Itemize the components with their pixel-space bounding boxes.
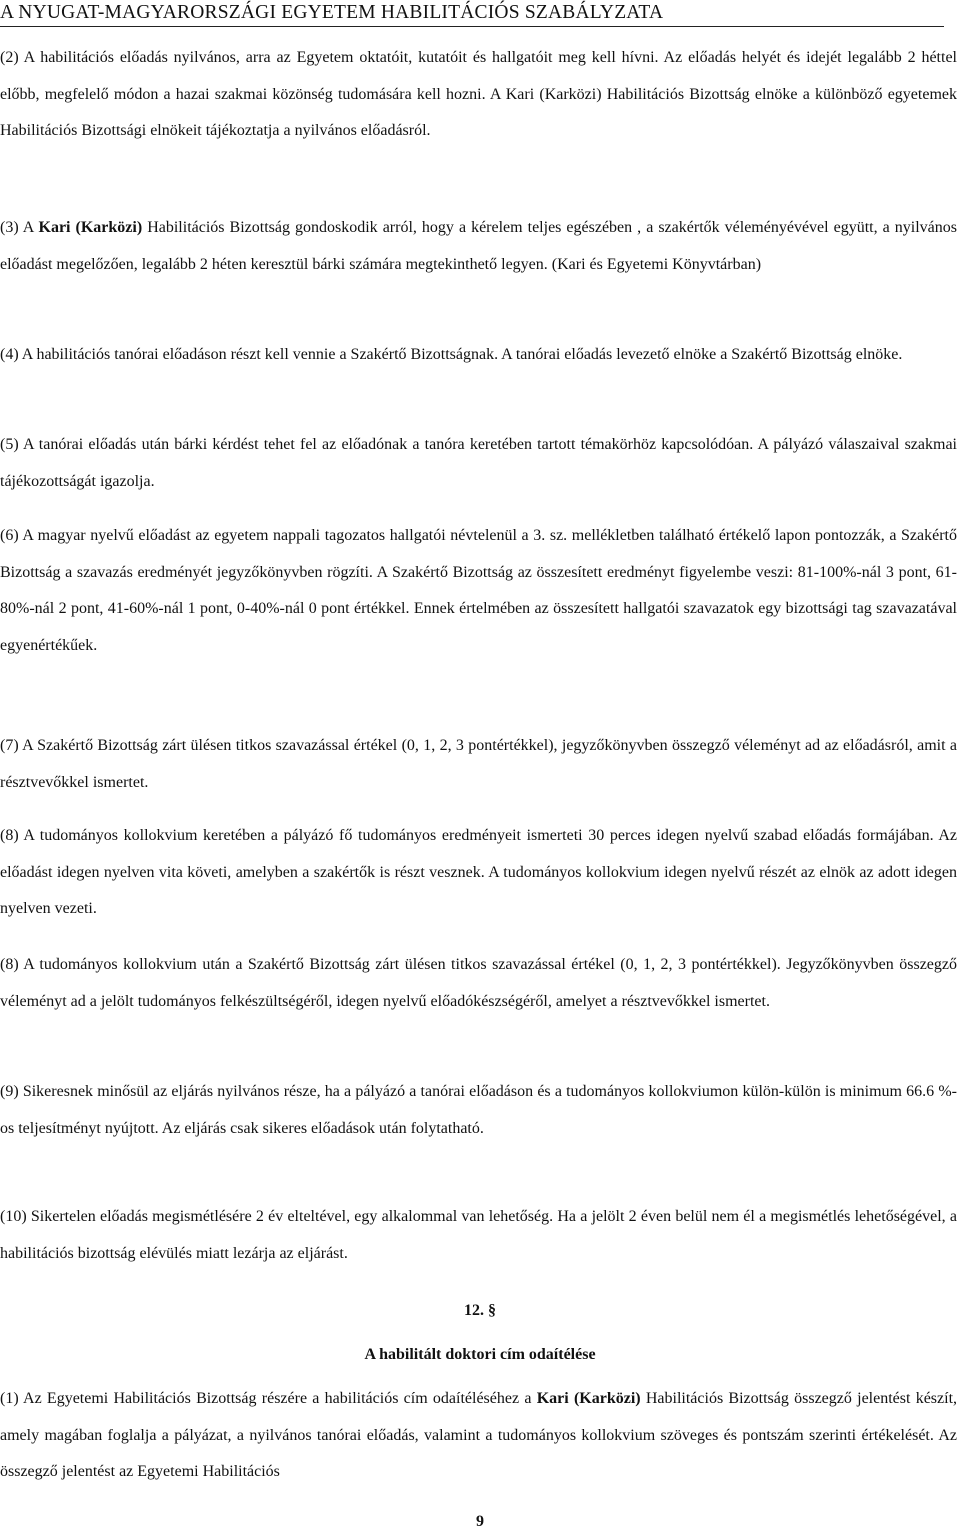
paragraph-3-bold: Kari (Karközi) — [38, 219, 143, 236]
paragraph-7-text: (7) A Szakértő Bizottság zárt ülésen titkos szavazással értékel (0, 1, 2, 3 pontértékkel), jegyzőkönyvben összegző véleményt ad az előadásról, amit a résztvevőkkel ismertet. — [0, 737, 957, 791]
paragraph-6 — [0, 518, 957, 664]
paragraph-8-ertekeles-text: (8) A tudományos kollokvium után a Szakértő Bizottság zárt ülésen titkos szavazással értékel (0, 1, 2, 3 pontértékkel). Jegyzőkönyvben összegző véleményt ad a jelölt tudományos felkészültségéről, idegen nyelvű előadókészségéről, amelyet a résztvevőkkel ismertet. — [0, 956, 957, 1010]
paragraph-7 — [0, 728, 957, 801]
paragraph-2-text: (2) A habilitációs előadás nyilvános, arra az Egyetem oktatóit, kutatóit és hallgatóit meg kell hívni. Az előadás helyét és idejét legalább 2 héttel előbb, megfelelő módon a hazai szakmai közönség tudomására kell hozni. A Kari (Karközi) Habilitációs Bizottság elnöke a különböző egyetemek Habilitációs Bizottsági elnökeit tájékoztatja a nyilvános előadásról. — [0, 49, 957, 139]
section-number: 12. § — [464, 1302, 496, 1319]
paragraph-5-text: (5) A tanórai előadás után bárki kérdést tehet fel az előadónak a tanóra keretében tartott témakörhöz kapcsolódóan. A pályázó válaszaival szakmai tájékozottságát igazolja. — [0, 436, 957, 490]
page-header: A NYUGAT-MAGYARORSZÁGI EGYETEM HABILITÁCIÓS SZABÁLYZATA — [0, 2, 944, 27]
paragraph-3-lead: (3) A — [0, 219, 39, 236]
paragraph-12-1-bold: Kari (Karközi) — [536, 1390, 641, 1407]
paragraph-12-1-lead: (1) Az Egyetemi Habilitációs Bizottság részére a habilitációs cím odaítéléséhez a — [0, 1390, 537, 1407]
paragraph-3-rest: Habilitációs Bizottság gondoskodik arról, hogy a kérelem teljes egészében , a szakértők véleményévével együtt, a nyilvános előadást megelőzően, legalább 2 héten keresztül bárki számára megtekinthető legyen. (Kari és Egyetemi Könyvtárban) — [0, 219, 957, 273]
paragraph-10-text: (10) Sikertelen előadás megismétlésére 2 év elteltével, egy alkalommal van lehetőség. Ha a jelölt 2 éven belül nem él a megismétlés lehetőségével, a habilitációs bizottság elévülés miatt lezárja az eljárást. — [0, 1208, 957, 1262]
paragraph-8-kollokvium — [0, 818, 957, 928]
paragraph-12-1-rest: Habilitációs Bizottság összegző jelentést készít, amely magában foglalja a pályázat, a nyilvános tanórai előadás, valamint a tudományos kollokvium szöveges és pontszám szerinti értékelését. Az összegző jelentést az Egyetemi Habilitációs — [0, 1390, 958, 1480]
paragraph-2 — [0, 40, 957, 150]
paragraph-10 — [0, 1199, 957, 1272]
paragraph-8-kollokvium-text: (8) A tudományos kollokvium keretében a pályázó fő tudományos eredményeit ismerteti 30 perces idegen nyelvű szabad előadás formájában. Az előadást idegen nyelven vita követi, amelyben a szakértők is részt vesznek. A tudományos kollokvium idegen nyelvű részét az elnök az adott idegen nyelven vezeti. — [0, 827, 957, 917]
page-number: 9 — [476, 1513, 484, 1530]
paragraph-8-ertekeles — [0, 947, 957, 1020]
paragraph-9 — [0, 1074, 957, 1147]
section-title: A habilitált doktori cím odaítélése — [364, 1346, 596, 1363]
paragraph-5 — [0, 427, 957, 500]
paragraph-12-1 — [0, 1381, 957, 1491]
paragraph-6-text: (6) A magyar nyelvű előadást az egyetem nappali tagozatos hallgatói névtelenül a 3. sz. mellékletben található értékelő lapon pontozzák, a Szakértő Bizottság a szavazás eredményét jegyzőkönyvben rögzíti. A Szakértő Bizottság az összesített eredményt figyelembe veszi: 81-100%-nál 3 pont, 61-80%-nál 2 pont, 41-60%-nál 1 pont, 0-40%-nál 0 pont értékkel. Ennek értelmében az összesített hallgatói szavazatok egy bizottsági tag szavazatával egyenértékűek. — [0, 527, 957, 654]
paragraph-4-text: (4) A habilitációs tanórai előadáson részt kell vennie a Szakértő Bizottságnak. A tanórai előadás levezető elnöke a Szakértő Bizottság elnöke. — [0, 346, 903, 363]
paragraph-4 — [0, 337, 957, 374]
paragraph-3 — [0, 210, 957, 283]
paragraph-9-text: (9) Sikeresnek minősül az eljárás nyilvános része, ha a pályázó a tanórai előadáson és a tudományos kollokviumon külön-külön is minimum 66.6 %-os teljesítményt nyújtott. Az eljárás csak sikeres előadások után folytatható. — [0, 1083, 957, 1137]
